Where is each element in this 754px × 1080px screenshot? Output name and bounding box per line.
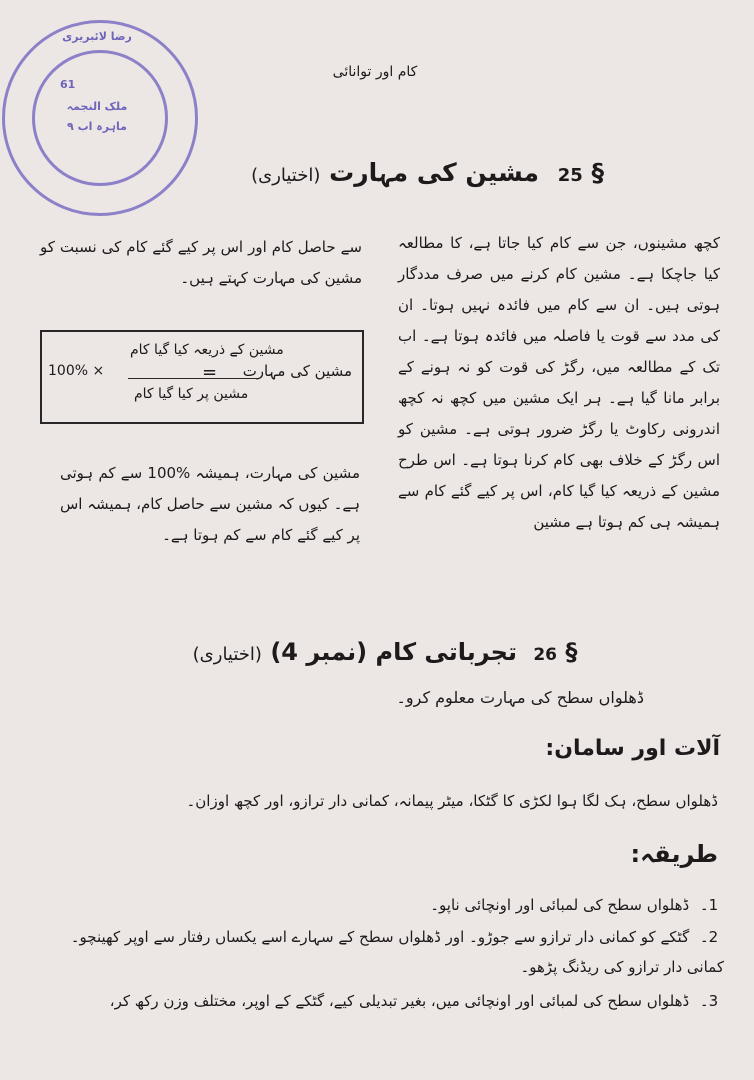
- fraction-line: [128, 378, 258, 379]
- formula-equals: =: [202, 362, 218, 383]
- method-heading: طریقہ:: [630, 840, 718, 868]
- step-number: 3۔: [699, 992, 719, 1010]
- section-title: تجرباتی کام (نمبر 4): [270, 638, 517, 666]
- page-header-title: کام اور توانائی: [332, 64, 418, 80]
- formula-numerator: مشین کے ذریعہ کیا گیا کام: [130, 342, 284, 358]
- formula-denominator: مشین پر کیا گیا کام: [134, 386, 249, 402]
- efficiency-formula-box: [40, 330, 364, 424]
- section-symbol: §: [591, 158, 604, 187]
- section-25-right-paragraph: کچھ مشینوں، جن سے کام کیا جاتا ہے، کا مطالعہ کیا جاچکا ہے۔ مشین کام کرنے میں صرف مددگار ہوتی ہیں۔ ان سے کام میں فائدہ نہیں ہوتا۔ ان کی مدد سے قوت یا فاصلہ میں فائدہ ہوتا ہے۔ اب تک کے مطالعہ میں، رگڑ کی قوت کو نہ ہونے کے برابر مانا گیا ہے۔ ہر ایک مشین میں کچھ نہ کچھ اندرونی رکاوٹ یا رگڑ ضرور ہوتی ہے۔ مشین کو اس رگڑ کے خلاف بھی کام کرنا ہوتا ہے۔ اس طرح مشین کے ذریعہ کیا گیا کام، اس پر کیے گئے کام سے ہمیشہ ہی کم ہوتا ہے مشین: [398, 234, 720, 531]
- step-text: ڈھلواں سطح کی لمبائی اور اونچائی میں، بغیر تبدیلی کیے، گٹکے کے اوپر، مختلف وزن رکھ کر،: [109, 992, 690, 1010]
- stamp-line-1: ملک النجمہ: [66, 100, 128, 113]
- section-number: 26: [533, 645, 557, 665]
- section-number: 25: [557, 165, 583, 186]
- section-symbol: §: [565, 638, 578, 666]
- section-25-efficiency-note: مشین کی مہارت، ہمیشہ %100 سے کم ہوتی ہے۔ کیوں کہ مشین سے حاصل کام، ہمیشہ اس پر کیے گئے کام سے کم ہوتا ہے۔: [59, 464, 360, 544]
- step-text: ڈھلواں سطح کی لمبائی اور اونچائی ناپو۔: [430, 896, 690, 914]
- step-number: 2۔: [699, 928, 719, 946]
- section-25-heading: [251, 158, 604, 187]
- section-25-definition-paragraph: سے حاصل کام اور اس پر کیے گئے کام کی نسبت کو مشین کی مہارت کہتے ہیں۔: [40, 238, 362, 287]
- section-26-heading: [190, 638, 580, 666]
- method-step: [34, 986, 724, 1016]
- section-tag: (اختیاری): [251, 165, 321, 186]
- stamp-ring-text: رضا لائبریری: [62, 30, 132, 43]
- tools-heading: آلات اور سامان:: [545, 736, 720, 761]
- method-step: [34, 890, 724, 920]
- step-number: 1۔: [699, 896, 719, 914]
- library-stamp: [2, 20, 198, 216]
- section-tag: (اختیاری): [192, 644, 262, 665]
- formula-label: مشین کی مہارت: [242, 362, 352, 380]
- stamp-number: 61: [60, 78, 76, 91]
- formula-multiplier: 100% ×: [48, 363, 105, 379]
- stamp-line-2: ماہرہ اب ۹: [67, 120, 127, 133]
- section-26-intro: ڈھلواں سطح کی مہارت معلوم کرو۔: [396, 688, 644, 707]
- method-step: [34, 922, 724, 982]
- step-text: گٹکے کو کمانی دار ترازو سے جوڑو۔ اور ڈھلواں سطح کے سہارے اسے یکساں رفتار سے اوپر کھینچو۔ کمانی دار ترازو کی ریڈنگ پڑھو۔: [70, 928, 724, 976]
- tools-list: ڈھلواں سطح، ہک لگا ہوا لکڑی کا گٹکا، میٹر پیمانہ، کمانی دار ترازو، اور کچھ اوزان۔: [186, 792, 718, 810]
- section-title: مشین کی مہارت: [329, 158, 539, 187]
- stamp-inner-ring: [32, 50, 168, 186]
